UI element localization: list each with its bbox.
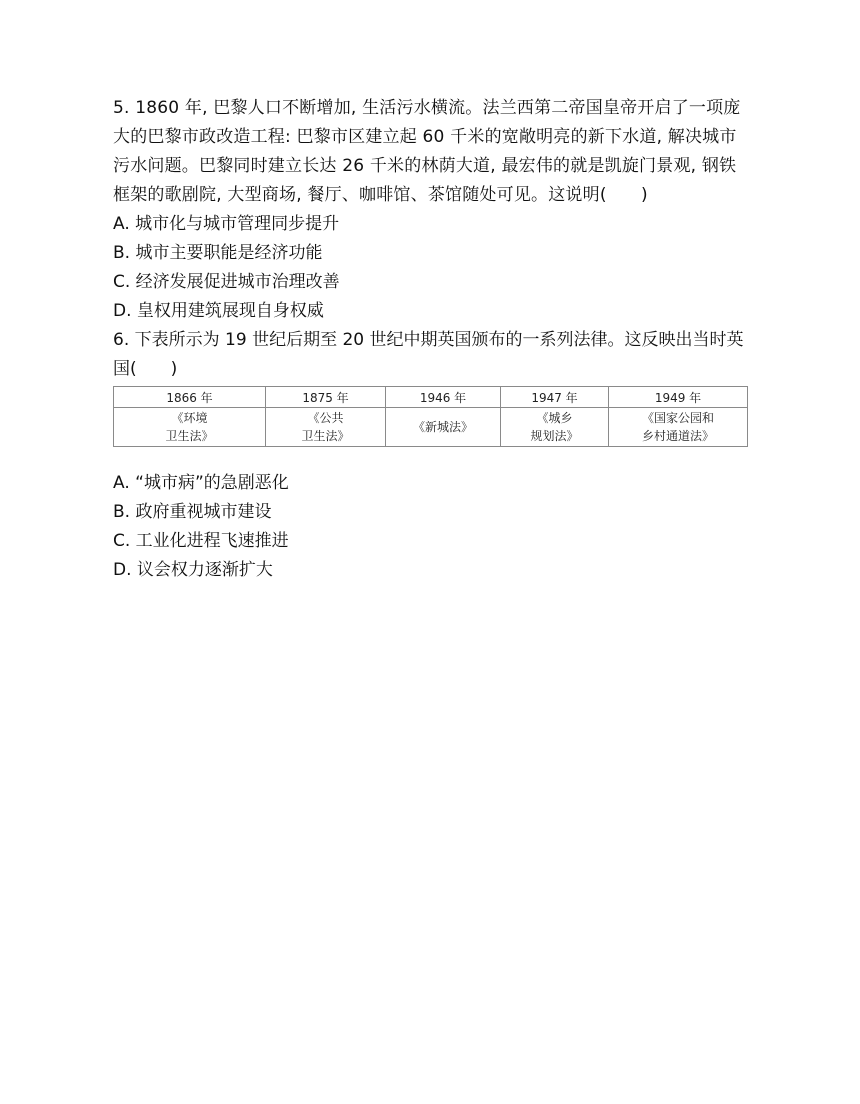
question-6-option-d: D. 议会权力逐渐扩大 xyxy=(113,560,273,580)
question-5-option-b: B. 城市主要职能是经济功能 xyxy=(113,243,323,263)
law-cell: 《环境 卫生法》 xyxy=(114,408,266,447)
year-header: 1949 年 xyxy=(609,387,748,408)
laws-table xyxy=(113,386,748,447)
question-content xyxy=(113,94,753,585)
laws-table-row xyxy=(114,408,748,447)
law-cell: 《国家公园和 乡村通道法》 xyxy=(609,408,748,447)
question-6-option-a: A. “城市病”的急剧恶化 xyxy=(113,473,289,493)
laws-table-header-row xyxy=(114,387,748,408)
year-header: 1875 年 xyxy=(266,387,386,408)
year-header: 1946 年 xyxy=(386,387,501,408)
question-5-stem: 5. 1860 年, 巴黎人口不断增加, 生活污水横流。法兰西第二帝国皇帝开启了一项庞大的巴黎市政改造工程: 巴黎市区建立起 60 千米的宽敞明亮的新下水道, 解决城市污水问题。巴黎同时建立长达 26 千米的林荫大道, 最宏伟的就是凯旋门景观, 钢铁框架的歌剧院, 大型商场, 餐厅、咖啡馆、茶馆随处可见。这说明( ) xyxy=(113,98,741,205)
question-5-option-a: A. 城市化与城市管理同步提升 xyxy=(113,214,340,234)
law-cell: 《城乡 规划法》 xyxy=(501,408,609,447)
law-cell: 《新城法》 xyxy=(386,408,501,447)
question-6-options xyxy=(113,469,753,585)
question-6-option-c: C. 工业化进程飞速推进 xyxy=(113,531,289,551)
year-header: 1947 年 xyxy=(501,387,609,408)
question-6-option-b: B. 政府重视城市建设 xyxy=(113,502,272,522)
question-5-option-c: C. 经济发展促进城市治理改善 xyxy=(113,272,340,292)
law-cell: 《公共 卫生法》 xyxy=(266,408,386,447)
question-5-option-d: D. 皇权用建筑展现自身权威 xyxy=(113,301,324,321)
year-header: 1866 年 xyxy=(114,387,266,408)
question-6-stem: 6. 下表所示为 19 世纪后期至 20 世纪中期英国颁布的一系列法律。这反映出当时英国( ) xyxy=(113,330,744,379)
